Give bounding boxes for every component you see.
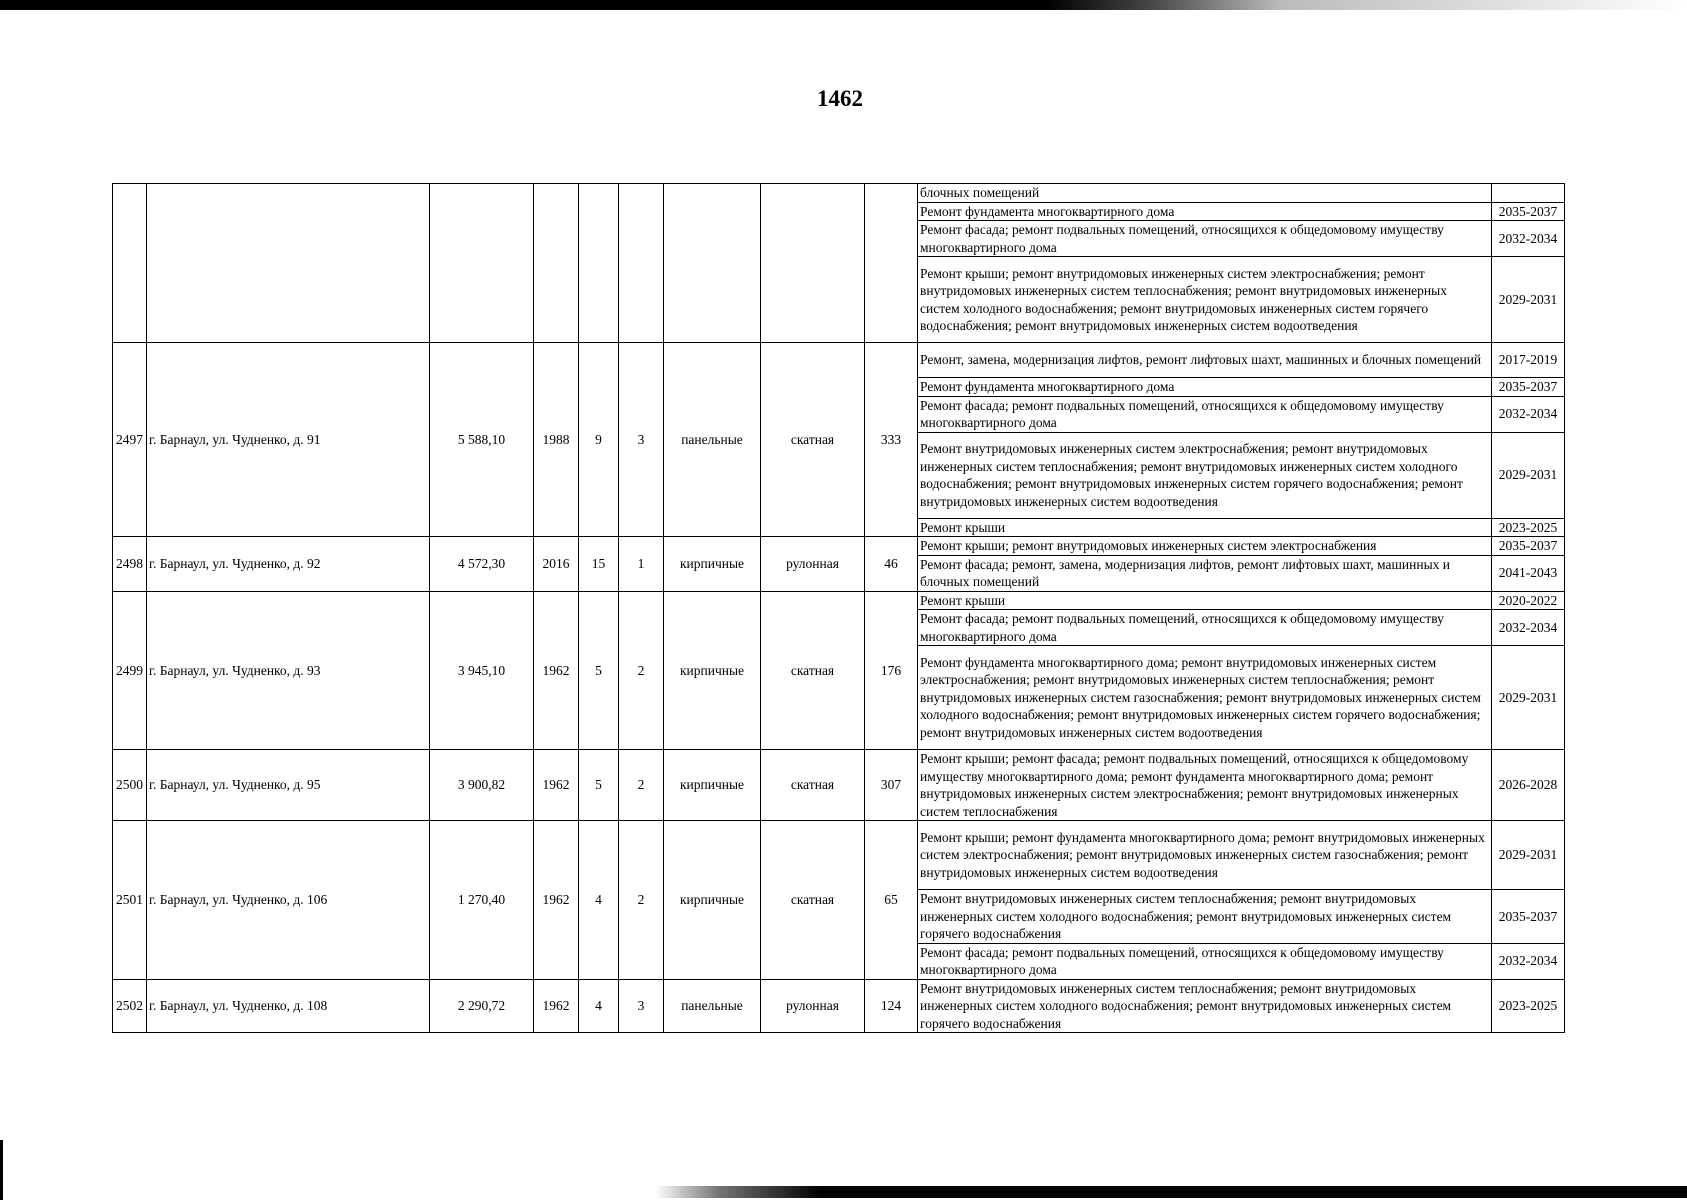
work-period: 2029-2031 — [1492, 821, 1565, 890]
house-address: г. Барнаул, ул. Чудненко, д. 95 — [147, 750, 430, 821]
house-area: 1 270,40 — [430, 821, 534, 980]
work-period: 2029-2031 — [1492, 257, 1565, 343]
flat-count: 46 — [865, 537, 918, 592]
house-year: 1962 — [534, 979, 579, 1033]
table-row — [113, 343, 1565, 378]
empty-cell — [865, 184, 918, 343]
page-number: 1462 — [817, 86, 863, 111]
house-floors: 4 — [579, 821, 619, 980]
house-year: 1962 — [534, 821, 579, 980]
wall-material: панельные — [664, 979, 761, 1033]
table-row — [113, 184, 1565, 203]
house-address: г. Барнаул, ул. Чудненко, д. 92 — [147, 537, 430, 592]
work-description: Ремонт фасада; ремонт подвальных помещений, относящихся к общедомовому имуществу многоквартирного дома — [918, 610, 1492, 646]
wall-material: кирпичные — [664, 821, 761, 980]
table-body — [113, 184, 1565, 1033]
table-row — [113, 821, 1565, 890]
house-entrances: 3 — [619, 979, 664, 1033]
house-area: 4 572,30 — [430, 537, 534, 592]
scan-edge-bottom — [655, 1186, 1687, 1198]
table-row — [113, 537, 1565, 556]
work-description: Ремонт крыши; ремонт внутридомовых инженерных систем электроснабжения — [918, 537, 1492, 556]
work-period: 2023-2025 — [1492, 518, 1565, 537]
work-description: Ремонт фасада; ремонт, замена, модернизация лифтов, ремонт лифтовых шахт, машинных и блочных помещений — [918, 555, 1492, 591]
roof-type: скатная — [761, 750, 865, 821]
house-number: 2499 — [113, 591, 147, 750]
work-period: 2032-2034 — [1492, 610, 1565, 646]
empty-cell — [113, 184, 147, 343]
house-floors: 15 — [579, 537, 619, 592]
wall-material: панельные — [664, 343, 761, 537]
housing-register-table — [112, 183, 1565, 1033]
table-row — [113, 979, 1565, 1033]
empty-cell — [534, 184, 579, 343]
house-entrances: 1 — [619, 537, 664, 592]
work-description: Ремонт фундамента многоквартирного дома — [918, 378, 1492, 397]
house-year: 1962 — [534, 750, 579, 821]
work-description: Ремонт крыши; ремонт внутридомовых инженерных систем электроснабжения; ремонт внутридомовых инженерных систем теплоснабжения; ремонт внутридомовых инженерных систем холодного водоснабжения; ремонт внутридомовых инженерных систем горячего водоснабжения; ремонт внутридомовых инженерных систем водоотведения — [918, 257, 1492, 343]
roof-type: скатная — [761, 343, 865, 537]
work-period: 2035-2037 — [1492, 202, 1565, 221]
house-address: г. Барнаул, ул. Чудненко, д. 108 — [147, 979, 430, 1033]
table-row — [113, 750, 1565, 821]
work-period: 2035-2037 — [1492, 537, 1565, 556]
work-period: 2020-2022 — [1492, 591, 1565, 610]
house-area: 5 588,10 — [430, 343, 534, 537]
house-floors: 5 — [579, 750, 619, 821]
wall-material: кирпичные — [664, 537, 761, 592]
wall-material: кирпичные — [664, 591, 761, 750]
house-year: 1962 — [534, 591, 579, 750]
work-period: 2032-2034 — [1492, 221, 1565, 257]
house-entrances: 3 — [619, 343, 664, 537]
house-floors: 9 — [579, 343, 619, 537]
work-description: Ремонт крыши; ремонт фасада; ремонт подвальных помещений, относящихся к общедомовому имуществу многоквартирного дома; ремонт фундамента многоквартирного дома; ремонт внутридомовых инженерных систем электроснабжения; ремонт внутридомовых инженерных систем теплоснабжения — [918, 750, 1492, 821]
flat-count: 307 — [865, 750, 918, 821]
work-period: 2032-2034 — [1492, 943, 1565, 979]
work-description: Ремонт внутридомовых инженерных систем теплоснабжения; ремонт внутридомовых инженерных систем холодного водоснабжения; ремонт внутридомовых инженерных систем горячего водоснабжения — [918, 890, 1492, 944]
house-number: 2498 — [113, 537, 147, 592]
scan-edge-left — [0, 1140, 3, 1200]
work-description: Ремонт внутридомовых инженерных систем теплоснабжения; ремонт внутридомовых инженерных систем холодного водоснабжения; ремонт внутридомовых инженерных систем горячего водоснабжения — [918, 979, 1492, 1033]
empty-cell — [579, 184, 619, 343]
work-period: 2029-2031 — [1492, 646, 1565, 750]
flat-count: 333 — [865, 343, 918, 537]
table-row — [113, 591, 1565, 610]
house-entrances: 2 — [619, 750, 664, 821]
work-period: 2041-2043 — [1492, 555, 1565, 591]
house-number: 2500 — [113, 750, 147, 821]
house-area: 3 945,10 — [430, 591, 534, 750]
work-period — [1492, 184, 1565, 203]
empty-cell — [761, 184, 865, 343]
work-description: Ремонт крыши — [918, 518, 1492, 537]
work-period: 2029-2031 — [1492, 432, 1565, 518]
house-floors: 5 — [579, 591, 619, 750]
work-period: 2026-2028 — [1492, 750, 1565, 821]
work-period: 2035-2037 — [1492, 378, 1565, 397]
roof-type: скатная — [761, 821, 865, 980]
house-area: 3 900,82 — [430, 750, 534, 821]
work-description: Ремонт фасада; ремонт подвальных помещений, относящихся к общедомовому имуществу многоквартирного дома — [918, 943, 1492, 979]
empty-cell — [430, 184, 534, 343]
roof-type: скатная — [761, 591, 865, 750]
house-year: 1988 — [534, 343, 579, 537]
work-description: Ремонт фасада; ремонт подвальных помещений, относящихся к общедомовому имуществу многоквартирного дома — [918, 221, 1492, 257]
work-description: Ремонт фасада; ремонт подвальных помещений, относящихся к общедомовому имуществу многоквартирного дома — [918, 396, 1492, 432]
house-floors: 4 — [579, 979, 619, 1033]
work-description: Ремонт фундамента многоквартирного дома; ремонт внутридомовых инженерных систем электроснабжения; ремонт внутридомовых инженерных систем теплоснабжения; ремонт внутридомовых инженерных систем газоснабжения; ремонт внутридомовых инженерных систем холодного водоснабжения; ремонт внутридомовых инженерных систем горячего водоснабжения; ремонт внутридомовых инженерных систем водоотведения — [918, 646, 1492, 750]
empty-cell — [147, 184, 430, 343]
work-period: 2023-2025 — [1492, 979, 1565, 1033]
work-period: 2035-2037 — [1492, 890, 1565, 944]
house-number: 2501 — [113, 821, 147, 980]
empty-cell — [664, 184, 761, 343]
empty-cell — [619, 184, 664, 343]
work-period: 2032-2034 — [1492, 396, 1565, 432]
work-description: Ремонт крыши — [918, 591, 1492, 610]
house-year: 2016 — [534, 537, 579, 592]
flat-count: 124 — [865, 979, 918, 1033]
work-description: Ремонт крыши; ремонт фундамента многоквартирного дома; ремонт внутридомовых инженерных систем электроснабжения; ремонт внутридомовых инженерных систем газоснабжения; ремонт внутридомовых инженерных систем водоотведения — [918, 821, 1492, 890]
roof-type: рулонная — [761, 537, 865, 592]
work-description: блочных помещений — [918, 184, 1492, 203]
scan-edge-top — [0, 0, 1687, 10]
flat-count: 176 — [865, 591, 918, 750]
work-period: 2017-2019 — [1492, 343, 1565, 378]
house-address: г. Барнаул, ул. Чудненко, д. 91 — [147, 343, 430, 537]
work-description: Ремонт, замена, модернизация лифтов, ремонт лифтовых шахт, машинных и блочных помещений — [918, 343, 1492, 378]
house-number: 2497 — [113, 343, 147, 537]
roof-type: рулонная — [761, 979, 865, 1033]
house-address: г. Барнаул, ул. Чудненко, д. 106 — [147, 821, 430, 980]
house-number: 2502 — [113, 979, 147, 1033]
flat-count: 65 — [865, 821, 918, 980]
house-area: 2 290,72 — [430, 979, 534, 1033]
work-description: Ремонт фундамента многоквартирного дома — [918, 202, 1492, 221]
house-entrances: 2 — [619, 821, 664, 980]
house-entrances: 2 — [619, 591, 664, 750]
work-description: Ремонт внутридомовых инженерных систем электроснабжения; ремонт внутридомовых инженерных систем теплоснабжения; ремонт внутридомовых инженерных систем холодного водоснабжения; ремонт внутридомовых инженерных систем горячего водоснабжения; ремонт внутридомовых инженерных систем водоотведения — [918, 432, 1492, 518]
wall-material: кирпичные — [664, 750, 761, 821]
house-address: г. Барнаул, ул. Чудненко, д. 93 — [147, 591, 430, 750]
